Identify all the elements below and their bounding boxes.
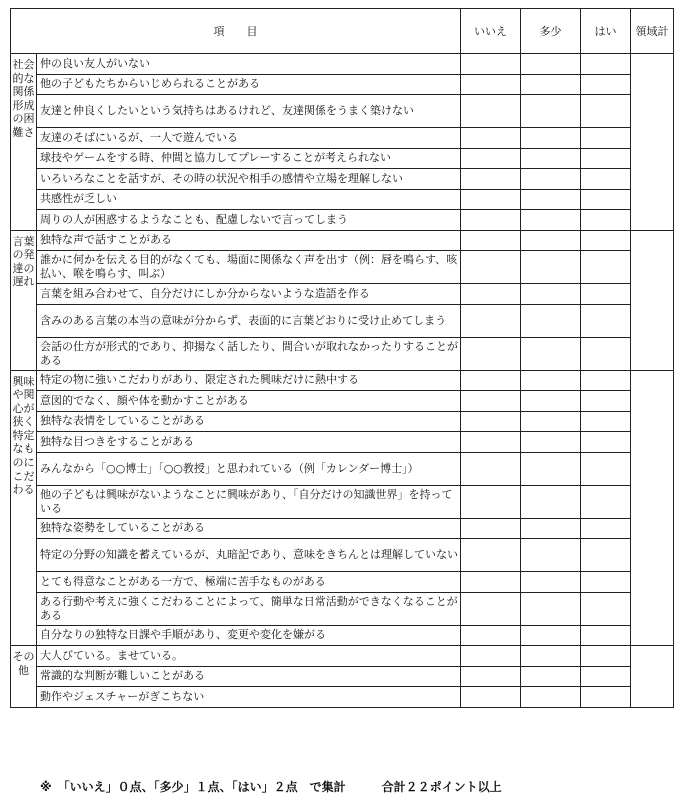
table-row — [11, 452, 674, 485]
answer-no-cell[interactable] — [461, 189, 521, 210]
answer-yes-cell[interactable] — [581, 539, 631, 572]
answer-no-cell[interactable] — [461, 485, 521, 518]
table-row — [11, 572, 674, 593]
category-text: その他 — [12, 650, 35, 677]
checklist-item: 含みのある言葉の本当の意味が分からず、表面的に言葉どおりに受け止めてしまう — [37, 304, 461, 337]
answer-no-cell[interactable] — [461, 251, 521, 284]
answer-no-cell[interactable] — [461, 391, 521, 412]
answer-no-cell[interactable] — [461, 304, 521, 337]
header-no: いいえ — [461, 9, 521, 54]
header-item: 項 目 — [11, 9, 461, 54]
answer-yes-cell[interactable] — [581, 304, 631, 337]
answer-yes-cell[interactable] — [581, 251, 631, 284]
answer-no-cell[interactable] — [461, 539, 521, 572]
checklist-item: 周りの人が困惑するようなことも、配慮しないで言ってしまう — [37, 210, 461, 231]
checklist-item: とても得意なことがある一方で、極端に苦手なものがある — [37, 572, 461, 593]
checklist-table — [10, 8, 674, 708]
checklist-item: みんなから「○○博士」「○○教授」と思われている（例「カレンダー博士」） — [37, 452, 461, 485]
answer-yes-cell[interactable] — [581, 337, 631, 370]
answer-yes-cell[interactable] — [581, 128, 631, 149]
answer-some-cell[interactable] — [521, 284, 581, 305]
table-row — [11, 646, 674, 667]
checklist-item: ある行動や考えに強くこだわることによって、簡単な日常活動ができなくなることがある — [37, 592, 461, 625]
answer-yes-cell[interactable] — [581, 666, 631, 687]
scoring-note — [40, 778, 502, 795]
table-row — [11, 411, 674, 432]
table-row — [11, 391, 674, 412]
answer-no-cell[interactable] — [461, 452, 521, 485]
answer-some-cell[interactable] — [521, 230, 581, 251]
answer-yes-cell[interactable] — [581, 452, 631, 485]
answer-no-cell[interactable] — [461, 230, 521, 251]
answer-yes-cell[interactable] — [581, 54, 631, 75]
answer-some-cell[interactable] — [521, 251, 581, 284]
answer-some-cell[interactable] — [521, 625, 581, 646]
category-label — [11, 370, 37, 646]
checklist-item: 誰かに何かを伝える目的がなくても、場面に関係なく声を出す（例：唇を鳴らす、咳払い、喉を鳴らす、叫ぶ） — [37, 251, 461, 284]
header-domain-total: 領域計 — [631, 9, 674, 54]
table-row — [11, 687, 674, 708]
answer-some-cell[interactable] — [521, 189, 581, 210]
answer-some-cell[interactable] — [521, 74, 581, 95]
answer-no-cell[interactable] — [461, 572, 521, 593]
domain-total-cell[interactable] — [631, 370, 674, 646]
table-row — [11, 304, 674, 337]
answer-some-cell[interactable] — [521, 518, 581, 539]
checklist-item: 共感性が乏しい — [37, 189, 461, 210]
total-threshold: 合計２２ポイント以上 — [381, 780, 502, 794]
answer-no-cell[interactable] — [461, 284, 521, 305]
answer-no-cell[interactable] — [461, 148, 521, 169]
answer-yes-cell[interactable] — [581, 370, 631, 391]
header-yes: はい — [581, 9, 631, 54]
table-row — [11, 432, 674, 453]
answer-some-cell[interactable] — [521, 485, 581, 518]
answer-no-cell[interactable] — [461, 370, 521, 391]
answer-no-cell[interactable] — [461, 128, 521, 149]
answer-no-cell[interactable] — [461, 432, 521, 453]
header-some: 多少 — [521, 9, 581, 54]
answer-yes-cell[interactable] — [581, 518, 631, 539]
table-row — [11, 518, 674, 539]
answer-no-cell[interactable] — [461, 687, 521, 708]
answer-some-cell[interactable] — [521, 54, 581, 75]
category-text: 社会的な関係形成の困難さ — [12, 58, 35, 139]
table-row — [11, 485, 674, 518]
answer-yes-cell[interactable] — [581, 189, 631, 210]
domain-total-cell[interactable] — [631, 646, 674, 708]
answer-some-cell[interactable] — [521, 128, 581, 149]
checklist-item: 大人びている。ませている。 — [37, 646, 461, 667]
answer-yes-cell[interactable] — [581, 230, 631, 251]
answer-some-cell[interactable] — [521, 210, 581, 231]
table-row — [11, 128, 674, 149]
answer-no-cell[interactable] — [461, 646, 521, 667]
answer-yes-cell[interactable] — [581, 572, 631, 593]
checklist-item: 仲の良い友人がいない — [37, 54, 461, 75]
table-row — [11, 189, 674, 210]
answer-some-cell[interactable] — [521, 337, 581, 370]
table-row — [11, 95, 674, 128]
answer-yes-cell[interactable] — [581, 625, 631, 646]
checklist-sheet — [10, 8, 674, 708]
category-label — [11, 54, 37, 231]
checklist-item: 友達と仲良くしたいという気持ちはあるけれど、友達関係をうまく築けない — [37, 95, 461, 128]
category-label — [11, 646, 37, 708]
answer-yes-cell[interactable] — [581, 95, 631, 128]
answer-yes-cell[interactable] — [581, 432, 631, 453]
answer-yes-cell[interactable] — [581, 391, 631, 412]
answer-no-cell[interactable] — [461, 95, 521, 128]
table-row — [11, 370, 674, 391]
table-row — [11, 230, 674, 251]
table-row — [11, 337, 674, 370]
table-row — [11, 666, 674, 687]
answer-no-cell[interactable] — [461, 169, 521, 190]
answer-some-cell[interactable] — [521, 304, 581, 337]
table-row — [11, 74, 674, 95]
table-row — [11, 210, 674, 231]
checklist-item: 他の子どもは興味がないようなことに興味があり、「自分だけの知識世界」を持っている — [37, 485, 461, 518]
header-row — [11, 9, 674, 54]
answer-some-cell[interactable] — [521, 452, 581, 485]
answer-yes-cell[interactable] — [581, 411, 631, 432]
answer-no-cell[interactable] — [461, 210, 521, 231]
answer-some-cell[interactable] — [521, 391, 581, 412]
table-row — [11, 539, 674, 572]
table-row — [11, 284, 674, 305]
answer-some-cell[interactable] — [521, 646, 581, 667]
table-row — [11, 169, 674, 190]
checklist-item: 他の子どもたちからいじめられることがある — [37, 74, 461, 95]
checklist-item: 独特な姿勢をしていることがある — [37, 518, 461, 539]
answer-some-cell[interactable] — [521, 370, 581, 391]
checklist-body — [11, 54, 674, 708]
answer-no-cell[interactable] — [461, 337, 521, 370]
answer-some-cell[interactable] — [521, 666, 581, 687]
checklist-item: 意図的でなく、顔や体を動かすことがある — [37, 391, 461, 412]
answer-some-cell[interactable] — [521, 411, 581, 432]
answer-some-cell[interactable] — [521, 572, 581, 593]
category-text: 興味や関心が狭く特定なものにこだわる — [12, 374, 35, 497]
checklist-item: 自分なりの独特な日課や手順があり、変更や変化を嫌がる — [37, 625, 461, 646]
table-row — [11, 148, 674, 169]
checklist-item: いろいろなことを話すが、その時の状況や相手の感情や立場を理解しない — [37, 169, 461, 190]
answer-yes-cell[interactable] — [581, 74, 631, 95]
answer-no-cell[interactable] — [461, 518, 521, 539]
answer-some-cell[interactable] — [521, 95, 581, 128]
answer-yes-cell[interactable] — [581, 592, 631, 625]
answer-yes-cell[interactable] — [581, 646, 631, 667]
answer-no-cell[interactable] — [461, 411, 521, 432]
answer-some-cell[interactable] — [521, 169, 581, 190]
category-label — [11, 230, 37, 370]
domain-total-cell[interactable] — [631, 54, 674, 231]
checklist-item: 友達のそばにいるが、一人で遊んでいる — [37, 128, 461, 149]
answer-yes-cell[interactable] — [581, 485, 631, 518]
answer-no-cell[interactable] — [461, 666, 521, 687]
checklist-item: 会話の仕方が形式的であり、抑揚なく話したり、間合いが取れなかったりすることがある — [37, 337, 461, 370]
table-row — [11, 54, 674, 75]
domain-total-cell[interactable] — [631, 230, 674, 370]
answer-no-cell[interactable] — [461, 74, 521, 95]
answer-no-cell[interactable] — [461, 625, 521, 646]
checklist-item: 球技やゲームをする時、仲間と協力してプレーすることが考えられない — [37, 148, 461, 169]
checklist-item: 特定の分野の知識を蓄えているが、丸暗記であり、意味をきちんとは理解していない — [37, 539, 461, 572]
answer-yes-cell[interactable] — [581, 169, 631, 190]
answer-some-cell[interactable] — [521, 432, 581, 453]
answer-yes-cell[interactable] — [581, 284, 631, 305]
answer-no-cell[interactable] — [461, 592, 521, 625]
table-row — [11, 251, 674, 284]
checklist-item: 特定の物に強いこだわりがあり、限定された興味だけに熱中する — [37, 370, 461, 391]
checklist-item: 独特な声で話すことがある — [37, 230, 461, 251]
checklist-item: 常識的な判断が難しいことがある — [37, 666, 461, 687]
category-text: 言葉の発達の遅れ — [12, 234, 35, 289]
answer-no-cell[interactable] — [461, 54, 521, 75]
scoring-rule: ※ 「いいえ」０点、「多少」１点、「はい」２点 で集計 — [40, 780, 346, 794]
answer-yes-cell[interactable] — [581, 148, 631, 169]
checklist-item: 独特な目つきをすることがある — [37, 432, 461, 453]
answer-yes-cell[interactable] — [581, 687, 631, 708]
checklist-item: 独特な表情をしていることがある — [37, 411, 461, 432]
answer-some-cell[interactable] — [521, 539, 581, 572]
answer-yes-cell[interactable] — [581, 210, 631, 231]
answer-some-cell[interactable] — [521, 148, 581, 169]
table-row — [11, 625, 674, 646]
table-row — [11, 592, 674, 625]
checklist-item: 動作やジェスチャーがぎこちない — [37, 687, 461, 708]
checklist-item: 言葉を組み合わせて、自分だけにしか分からないような造語を作る — [37, 284, 461, 305]
answer-some-cell[interactable] — [521, 687, 581, 708]
answer-some-cell[interactable] — [521, 592, 581, 625]
